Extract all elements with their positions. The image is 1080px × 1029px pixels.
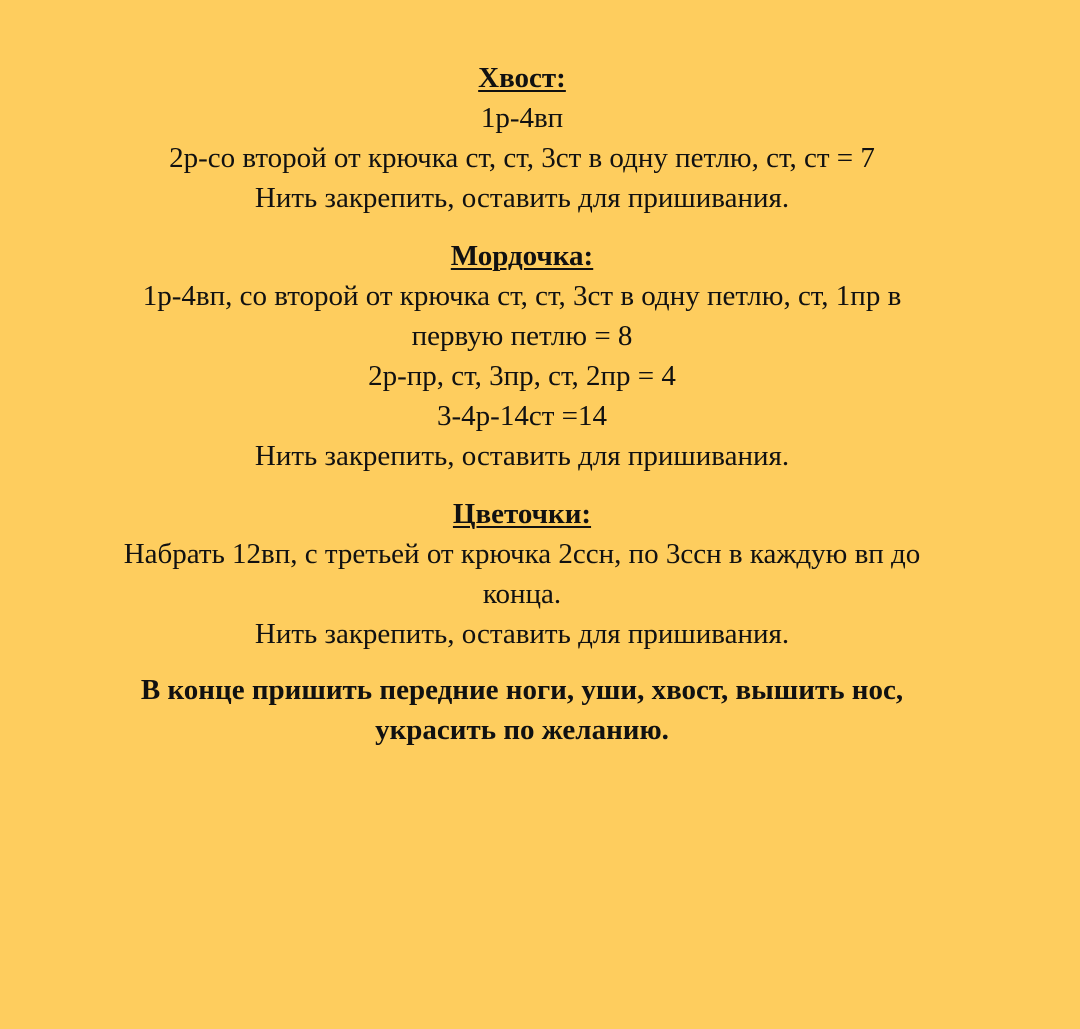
text-line: Нить закрепить, оставить для пришивания. — [254, 182, 790, 214]
final-note — [0, 670, 1044, 750]
section-flowers — [0, 494, 1044, 654]
text-line: 1р-4вп — [480, 102, 564, 134]
section-spacer — [0, 218, 1044, 236]
text-line: 3-4р-14ст =14 — [437, 400, 607, 432]
final-note-line: украсить по желанию. — [375, 714, 669, 746]
section-heading-flowers: Цветочки: — [452, 498, 592, 530]
text-line: 2р-со второй от крючка ст, ст, 3ст в одну петлю, ст, ст = 7 — [169, 142, 875, 174]
section-tail — [0, 58, 1044, 218]
section-spacer — [0, 476, 1044, 494]
section-heading-tail: Хвост: — [478, 62, 566, 94]
final-note-line: В конце пришить передние ноги, уши, хвост, вышить нос, — [140, 674, 904, 706]
section-spacer — [0, 654, 1044, 670]
text-line: 2р-пр, ст, 3пр, ст, 2пр = 4 — [368, 360, 676, 392]
document-body — [0, 58, 1044, 750]
text-line: Нить закрепить, оставить для пришивания. — [254, 618, 790, 650]
text-line: конца. — [482, 578, 562, 610]
text-line: Нить закрепить, оставить для пришивания. — [254, 440, 790, 472]
text-line: Набрать 12вп, с третьей от крючка 2ссн, по 3ссн в каждую вп до — [123, 538, 921, 570]
text-line: первую петлю = 8 — [411, 320, 633, 352]
section-heading-muzzle: Мордочка: — [450, 240, 594, 272]
section-muzzle — [0, 236, 1044, 476]
text-line: 1р-4вп, со второй от крючка ст, ст, 3ст в одну петлю, ст, 1пр в — [142, 280, 902, 312]
